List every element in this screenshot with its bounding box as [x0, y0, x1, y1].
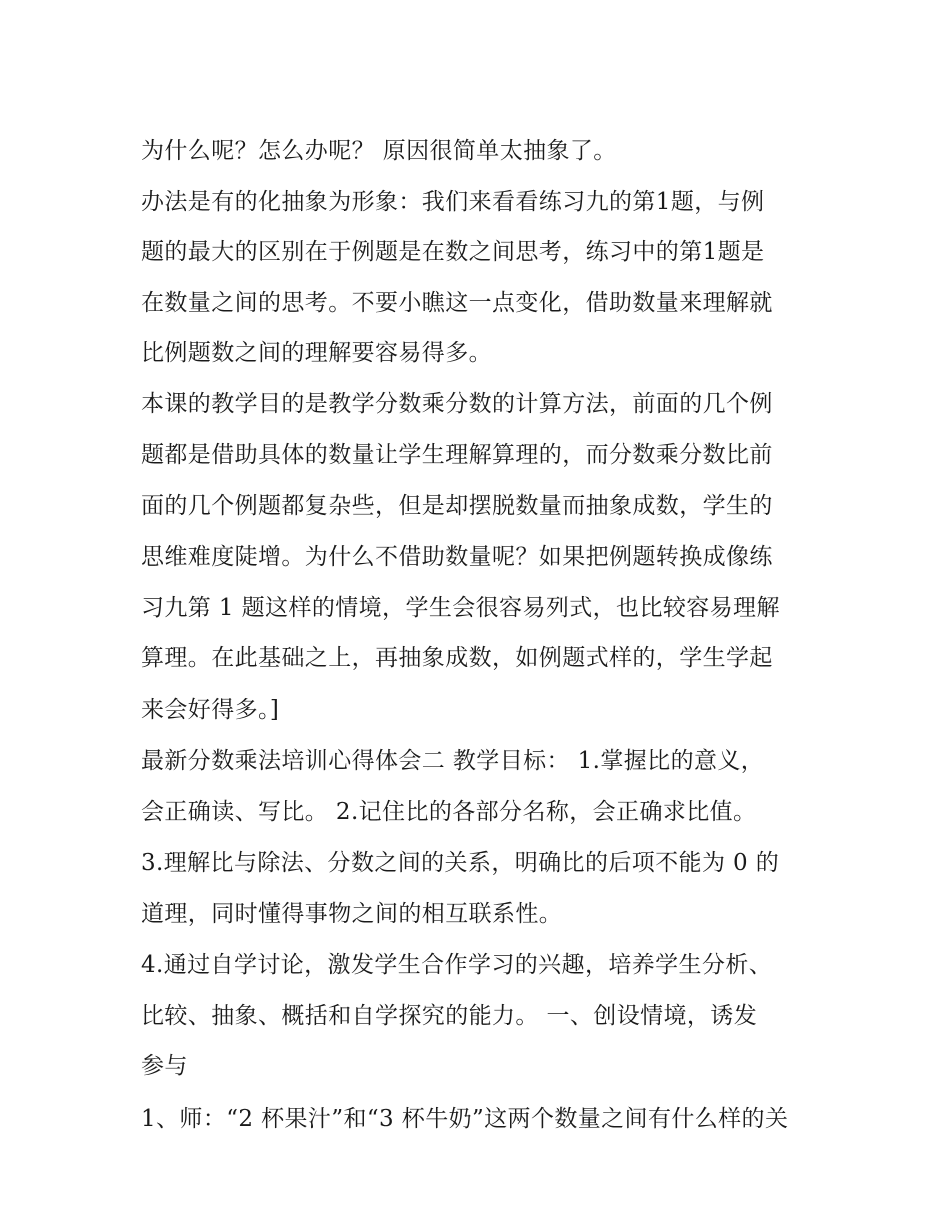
text-line: 参与 — [141, 1053, 188, 1079]
text-line: 会正确读、写比。 2.记住比的各部分名称，会正确求比值。 — [141, 799, 757, 825]
text-line: 算理。在此基础之上，再抽象成数，如例题式样的，学生学起 — [141, 645, 773, 671]
text-line: 思维难度陡增。为什么不借助数量呢？如果把例题转换成像练 — [141, 544, 773, 570]
text-line: 习九第 1 题这样的情境，学生会很容易列式，也比较容易理解 — [141, 595, 780, 621]
text-line: 题的最大的区别在于例题是在数之间思考，练习中的第1题是 — [141, 239, 765, 265]
text-line: 比较、抽象、概括和自学探究的能力。 一、创设情境，诱发 — [141, 1003, 758, 1029]
text-line: 3.理解比与除法、分数之间的关系，明确比的后项不能为 0 的 — [141, 850, 780, 876]
text-line: 在数量之间的思考。不要小瞧这一点变化，借助数量来理解就 — [141, 290, 773, 316]
text-line: 4.通过自学讨论，激发学生合作学习的兴趣，培养学生分析、 — [141, 952, 773, 978]
text-line: 最新分数乘法培训心得体会二 教学目标： 1.掌握比的意义， — [141, 748, 765, 774]
text-line: 本课的教学目的是教学分数乘分数的计算方法，前面的几个例 — [141, 391, 773, 417]
text-line: 比例题数之间的理解要容易得多。 — [141, 340, 492, 366]
text-line: 题都是借助具体的数量让学生理解算理的，而分数乘分数比前 — [141, 442, 773, 468]
text-line: 为什么呢？怎么办呢？ 原因很简单太抽象了。 — [141, 138, 617, 164]
text-line: 来会好得多。] — [141, 697, 280, 723]
text-line: 办法是有的化抽象为形象：我们来看看练习九的第1题，与例 — [141, 189, 765, 215]
text-line: 面的几个例题都复杂些，但是却摆脱数量而抽象成数，学生的 — [141, 493, 773, 519]
text-line: 1、师：“2 杯果汁”和“3 杯牛奶”这两个数量之间有什么样的关 — [141, 1106, 789, 1132]
text-line: 道理，同时懂得事物之间的相互联系性。 — [141, 901, 563, 927]
